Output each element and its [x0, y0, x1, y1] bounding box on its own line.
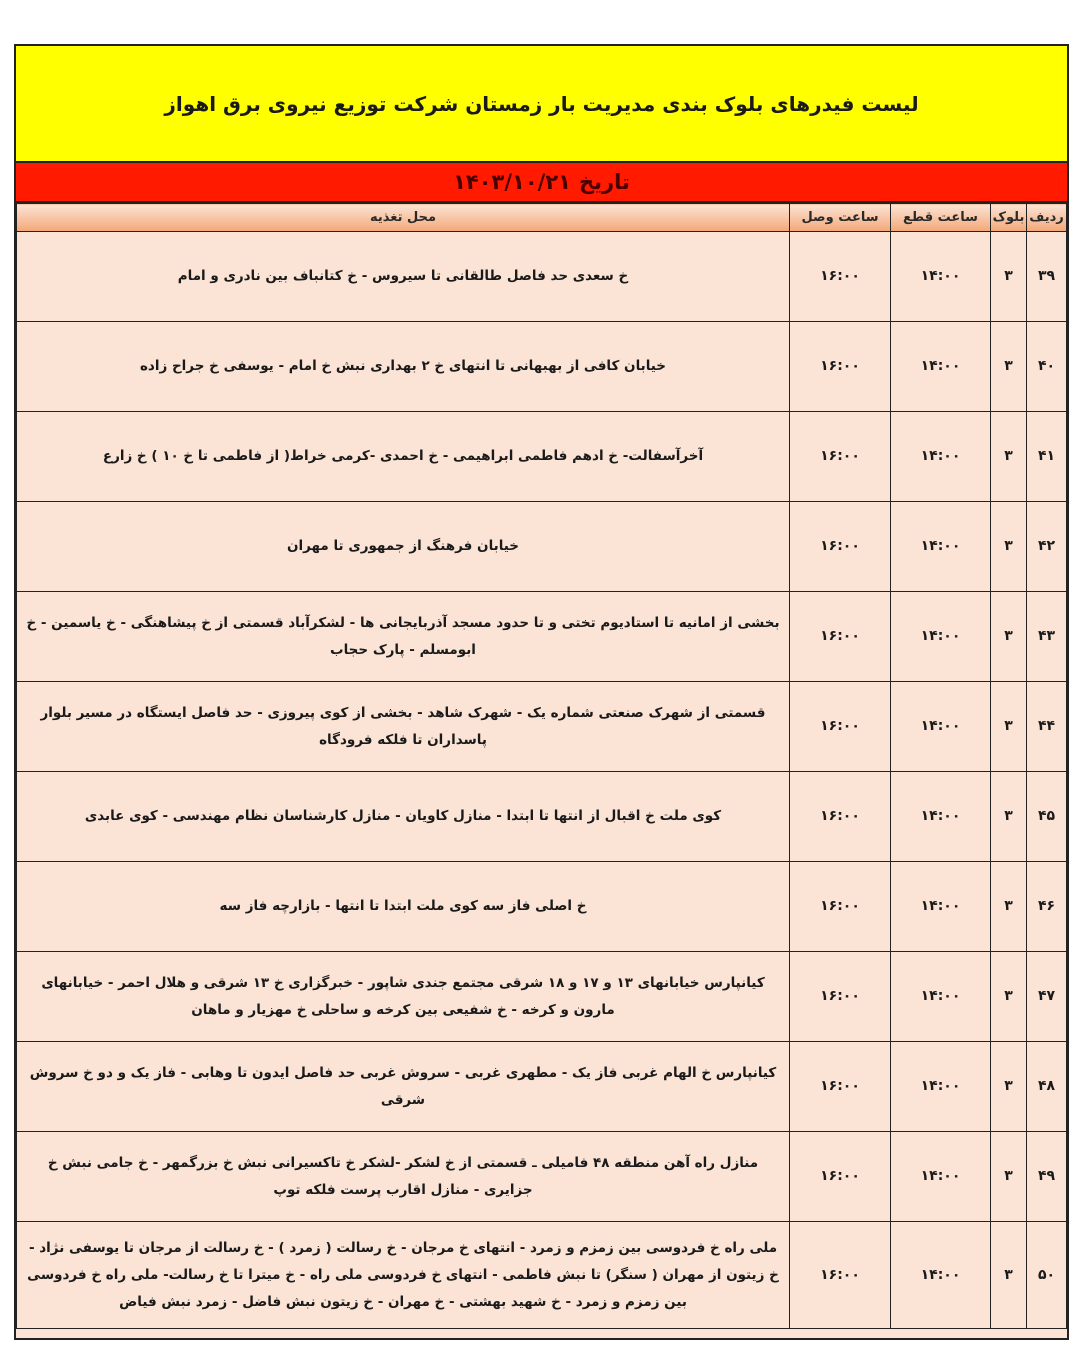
connect-time: ۱۶:۰۰ — [790, 862, 891, 952]
connect-time: ۱۶:۰۰ — [790, 592, 891, 682]
block-number: ۳ — [991, 1042, 1027, 1132]
table-row — [17, 1132, 1067, 1222]
table-row — [17, 412, 1067, 502]
row-number: ۵۰ — [1027, 1222, 1067, 1329]
cut-time: ۱۴:۰۰ — [891, 1222, 991, 1329]
block-number: ۳ — [991, 412, 1027, 502]
connect-time: ۱۶:۰۰ — [790, 1222, 891, 1329]
row-number: ۴۰ — [1027, 322, 1067, 412]
cut-time: ۱۴:۰۰ — [891, 952, 991, 1042]
row-number: ۴۷ — [1027, 952, 1067, 1042]
block-number: ۳ — [991, 1222, 1027, 1329]
page-title: لیست فیدرهای بلوک بندی مدیریت بار زمستان شرکت توزیع نیروی برق اهواز — [164, 91, 919, 116]
table-row — [17, 232, 1067, 322]
row-number: ۳۹ — [1027, 232, 1067, 322]
row-number: ۴۳ — [1027, 592, 1067, 682]
table-row — [17, 682, 1067, 772]
row-number: ۴۹ — [1027, 1132, 1067, 1222]
table-row — [17, 772, 1067, 862]
cut-time: ۱۴:۰۰ — [891, 502, 991, 592]
table-row — [17, 1222, 1067, 1329]
block-number: ۳ — [991, 772, 1027, 862]
block-number: ۳ — [991, 592, 1027, 682]
title-band — [16, 46, 1067, 163]
schedule-sheet — [14, 44, 1069, 1340]
location-text: خ سعدی حد فاصل طالقانی تا سیروس - خ کتانباف بین نادری و امام — [17, 232, 790, 322]
row-number: ۴۲ — [1027, 502, 1067, 592]
block-number: ۳ — [991, 502, 1027, 592]
header-connect-time: ساعت وصل — [790, 204, 891, 232]
connect-time: ۱۶:۰۰ — [790, 772, 891, 862]
connect-time: ۱۶:۰۰ — [790, 682, 891, 772]
table-header-row — [17, 204, 1067, 232]
header-cut-time: ساعت قطع — [891, 204, 991, 232]
cut-time: ۱۴:۰۰ — [891, 232, 991, 322]
location-text: خیابان فرهنگ از جمهوری تا مهران — [17, 502, 790, 592]
date-value: ۱۴۰۳/۱۰/۲۱ — [453, 170, 571, 194]
cut-time: ۱۴:۰۰ — [891, 862, 991, 952]
header-row-number: ردیف — [1027, 204, 1067, 232]
cut-time: ۱۴:۰۰ — [891, 1042, 991, 1132]
row-number: ۴۱ — [1027, 412, 1067, 502]
location-text: منازل راه آهن منطقه ۴۸ فامیلی ـ قسمتی از خ لشکر -لشکر خ تاکسیرانی نبش خ بزرگمهر - خ جامی نبش خ جزایری - منازل اقارب پرست فلکه توپ — [17, 1132, 790, 1222]
connect-time: ۱۶:۰۰ — [790, 322, 891, 412]
block-number: ۳ — [991, 682, 1027, 772]
header-block: بلوک — [991, 204, 1027, 232]
location-text: ملی راه خ فردوسی بین زمزم و زمرد - انتهای خ مرجان - خ رسالت ( زمرد ) - خ رسالت از مرجان تا یوسفی نژاد - خ زیتون از مهران ( سنگر) تا نبش فاطمی - انتهای خ فردوسی ملی راه - خ میترا تا خ رسالت- ملی راه خ فردوسی بین زمزم و زمرد - خ شهید بهشتی - خ مهران - خ زیتون نبش فاضل - زمرد نبش فیاض — [17, 1222, 790, 1329]
location-text: قسمتی از شهرک صنعتی شماره یک - شهرک شاهد - بخشی از کوی پیروزی - حد فاصل ایستگاه در مسیر بلوار پاسداران تا فلکه فرودگاه — [17, 682, 790, 772]
cut-time: ۱۴:۰۰ — [891, 322, 991, 412]
cut-time: ۱۴:۰۰ — [891, 772, 991, 862]
connect-time: ۱۶:۰۰ — [790, 232, 891, 322]
connect-time: ۱۶:۰۰ — [790, 1132, 891, 1222]
row-number: ۴۶ — [1027, 862, 1067, 952]
cut-time: ۱۴:۰۰ — [891, 682, 991, 772]
block-number: ۳ — [991, 862, 1027, 952]
outage-table — [16, 203, 1067, 1329]
table-row — [17, 322, 1067, 412]
date-band — [16, 163, 1067, 203]
block-number: ۳ — [991, 232, 1027, 322]
table-row — [17, 862, 1067, 952]
table-row — [17, 502, 1067, 592]
block-number: ۳ — [991, 322, 1027, 412]
location-text: آخرآسفالت- خ ادهم فاطمی ابراهیمی - خ احمدی -کرمی خراط( از فاطمی تا خ ۱۰ ) خ زارع — [17, 412, 790, 502]
date-label: تاریخ — [579, 170, 630, 194]
location-text: خیابان کافی از بهبهانی تا انتهای خ ۲ بهداری نبش خ امام - یوسفی خ جراح زاده — [17, 322, 790, 412]
table-row — [17, 1042, 1067, 1132]
connect-time: ۱۶:۰۰ — [790, 1042, 891, 1132]
connect-time: ۱۶:۰۰ — [790, 502, 891, 592]
cut-time: ۱۴:۰۰ — [891, 1132, 991, 1222]
location-text: کیانپارس خ الهام غربی فاز یک - مطهری غربی - سروش غربی حد فاصل ایدون تا وهابی - فاز یک و دو خ سروش شرقی — [17, 1042, 790, 1132]
location-text: کوی ملت خ اقبال از انتها تا ابتدا - منازل کاویان - منازل کارشناسان نظام مهندسی - کوی عابدی — [17, 772, 790, 862]
cut-time: ۱۴:۰۰ — [891, 412, 991, 502]
connect-time: ۱۶:۰۰ — [790, 952, 891, 1042]
connect-time: ۱۶:۰۰ — [790, 412, 891, 502]
location-text: بخشی از امانیه تا استادیوم تختی و تا حدود مسجد آذربایجانی ها - لشکرآباد قسمتی از خ پیشاهنگی - خ یاسمین - خ ابومسلم - پارک حجاب — [17, 592, 790, 682]
location-text: خ اصلی فاز سه کوی ملت ابتدا تا انتها - بازارچه فاز سه — [17, 862, 790, 952]
block-number: ۳ — [991, 952, 1027, 1042]
row-number: ۴۴ — [1027, 682, 1067, 772]
row-number: ۴۵ — [1027, 772, 1067, 862]
location-text: کیانپارس خیابانهای ۱۳ و ۱۷ و ۱۸ شرقی مجتمع جندی شاپور - خبرگزاری خ ۱۳ شرقی و هلال احمر - خیابانهای مارون و کرخه - خ شفیعی بین کرخه و ساحلی خ مهزیار و ماهان — [17, 952, 790, 1042]
row-number: ۴۸ — [1027, 1042, 1067, 1132]
header-location: محل تغذیه — [17, 204, 790, 232]
table-row — [17, 592, 1067, 682]
table-row — [17, 952, 1067, 1042]
cut-time: ۱۴:۰۰ — [891, 592, 991, 682]
block-number: ۳ — [991, 1132, 1027, 1222]
